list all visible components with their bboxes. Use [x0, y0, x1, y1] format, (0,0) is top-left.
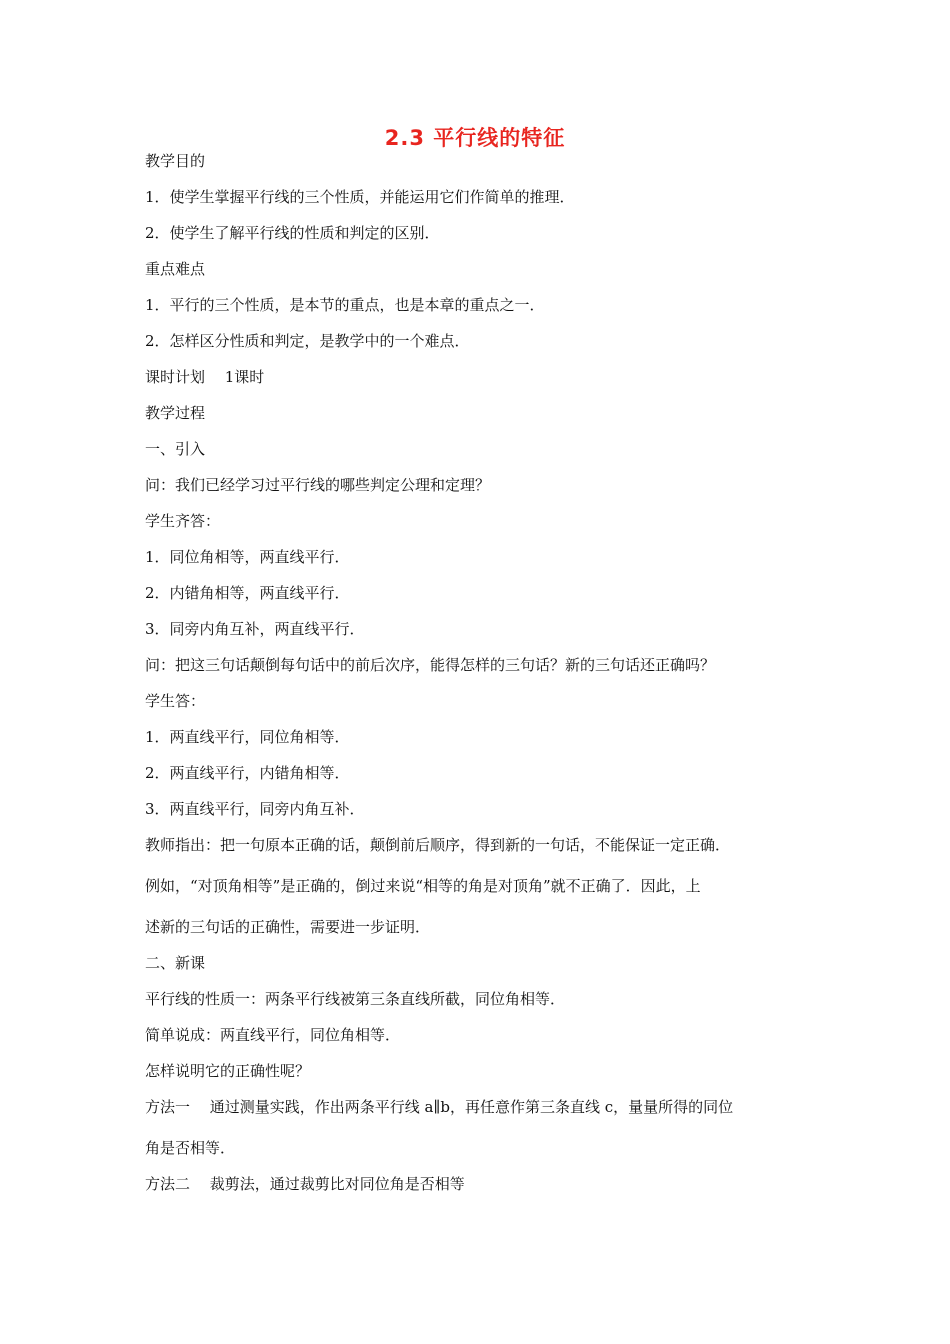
subsection-heading-new-lesson: 二、新课 [145, 954, 206, 972]
section-heading-objectives: 教学目的 [145, 152, 206, 170]
answer-item-1: 1．同位角相等，两直线平行． [145, 548, 350, 566]
teacher-note-line-1: 教师指出：把一句原本正确的话，颠倒前后顺序，得到新的一句话，不能保证一定正确． [145, 836, 731, 854]
property-line-2: 简单说成：两直线平行，同位角相等． [145, 1026, 401, 1044]
section-heading-process: 教学过程 [145, 404, 206, 422]
question-line-2: 问：把这三句话颠倒每句话中的前后次序，能得怎样的三句话？新的三句话还正确吗？ [145, 656, 716, 674]
key-point-item-1: 1．平行的三个性质，是本节的重点，也是本章的重点之一． [145, 296, 545, 314]
method-one-line-1: 方法一 通过测量实践，作出两条平行线 a∥b，再任意作第三条直线 c，量量所得的同位 [145, 1098, 734, 1116]
teacher-note-line-2: 例如，“对顶角相等”是正确的，倒过来说“相等的角是对顶角”就不正确了．因此，上 [145, 877, 701, 895]
answer-item-6: 3．两直线平行，同旁内角互补． [145, 800, 365, 818]
lesson-plan-line: 课时计划 1课时 [145, 368, 265, 386]
answer-item-4: 1．两直线平行，同位角相等． [145, 728, 350, 746]
students-answer-heading-2: 学生答： [145, 692, 206, 710]
key-point-item-2: 2．怎样区分性质和判定，是教学中的一个难点． [145, 332, 470, 350]
subsection-heading-intro: 一、引入 [145, 440, 206, 458]
question-line-3: 怎样说明它的正确性呢？ [145, 1062, 311, 1080]
property-line-1: 平行线的性质一：两条平行线被第三条直线所截，同位角相等． [145, 990, 566, 1008]
section-heading-key-points: 重点难点 [145, 260, 206, 278]
objective-item-1: 1．使学生掌握平行线的三个性质，并能运用它们作简单的推理． [145, 188, 575, 206]
students-answer-heading-1: 学生齐答： [145, 512, 221, 530]
objective-item-2: 2．使学生了解平行线的性质和判定的区别． [145, 224, 440, 242]
teacher-note-line-3: 述新的三句话的正确性，需要进一步证明． [145, 918, 431, 936]
question-line-1: 问：我们已经学习过平行线的哪些判定公理和定理？ [145, 476, 491, 494]
method-two-line: 方法二 裁剪法，通过裁剪比对同位角是否相等 [145, 1175, 465, 1193]
answer-item-5: 2．两直线平行，内错角相等． [145, 764, 350, 782]
method-one-line-2: 角是否相等． [145, 1139, 236, 1157]
document-title: 2.3 平行线的特征 [384, 126, 566, 150]
answer-item-3: 3．同旁内角互补，两直线平行． [145, 620, 365, 638]
answer-item-2: 2．内错角相等，两直线平行． [145, 584, 350, 602]
